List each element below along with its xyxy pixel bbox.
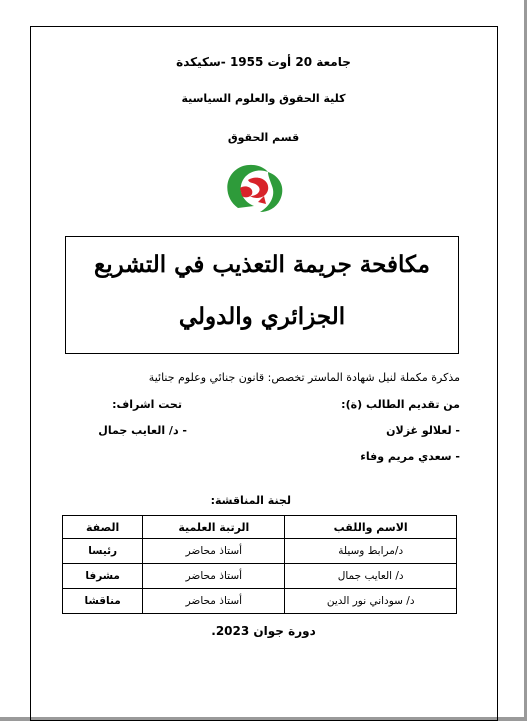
committee-table [62, 515, 457, 614]
member-role: مشرفا [63, 564, 143, 589]
student-name-1: - لعلالو غزلان [386, 424, 460, 437]
table-row [63, 539, 457, 564]
member-name: د/ العايب جمال [285, 564, 457, 589]
column-header: الرتبة العلمية [143, 516, 285, 539]
committee-label: لجنة المناقشة: [210, 494, 291, 507]
supervision-label: تحت اشراف: [112, 398, 182, 411]
supervisor-name: - د/ العايب جمال [98, 424, 187, 437]
member-name: د/ سوداني نور الدين [285, 589, 457, 614]
member-rank: أستاذ محاضر [143, 589, 285, 614]
table-row [63, 589, 457, 614]
column-header: الصفة [63, 516, 143, 539]
thesis-title-box [65, 236, 459, 354]
thesis-title-line-2: الجزائري والدولي [178, 303, 346, 330]
member-role: رئيسا [63, 539, 143, 564]
table-row [63, 564, 457, 589]
memo-description: مذكرة مكملة لنيل شهادة الماستر تخصص: قانون جنائي وعلوم جنائية [148, 371, 460, 384]
student-name-2: - سعدي مريم وفاء [360, 450, 460, 463]
session-date: دورة جوان 2023. [211, 624, 316, 638]
column-header: الاسم واللقب [285, 516, 457, 539]
department-name: قسم الحقوق [227, 131, 300, 144]
member-rank: أستاذ محاضر [143, 564, 285, 589]
students-label: من تقديم الطالب (ة): [341, 398, 460, 411]
member-rank: أستاذ محاضر [143, 539, 285, 564]
member-role: مناقشا [63, 589, 143, 614]
faculty-name: كلية الحقوق والعلوم السياسية [181, 92, 346, 105]
table-header-row [63, 516, 457, 539]
member-name: د/مرابط وسيلة [285, 539, 457, 564]
thesis-title-line-1: مكافحة جريمة التعذيب في التشريع [93, 251, 430, 278]
university-name: جامعة 20 أوت 1955 -سكيكدة [176, 55, 351, 69]
university-logo [218, 158, 294, 218]
